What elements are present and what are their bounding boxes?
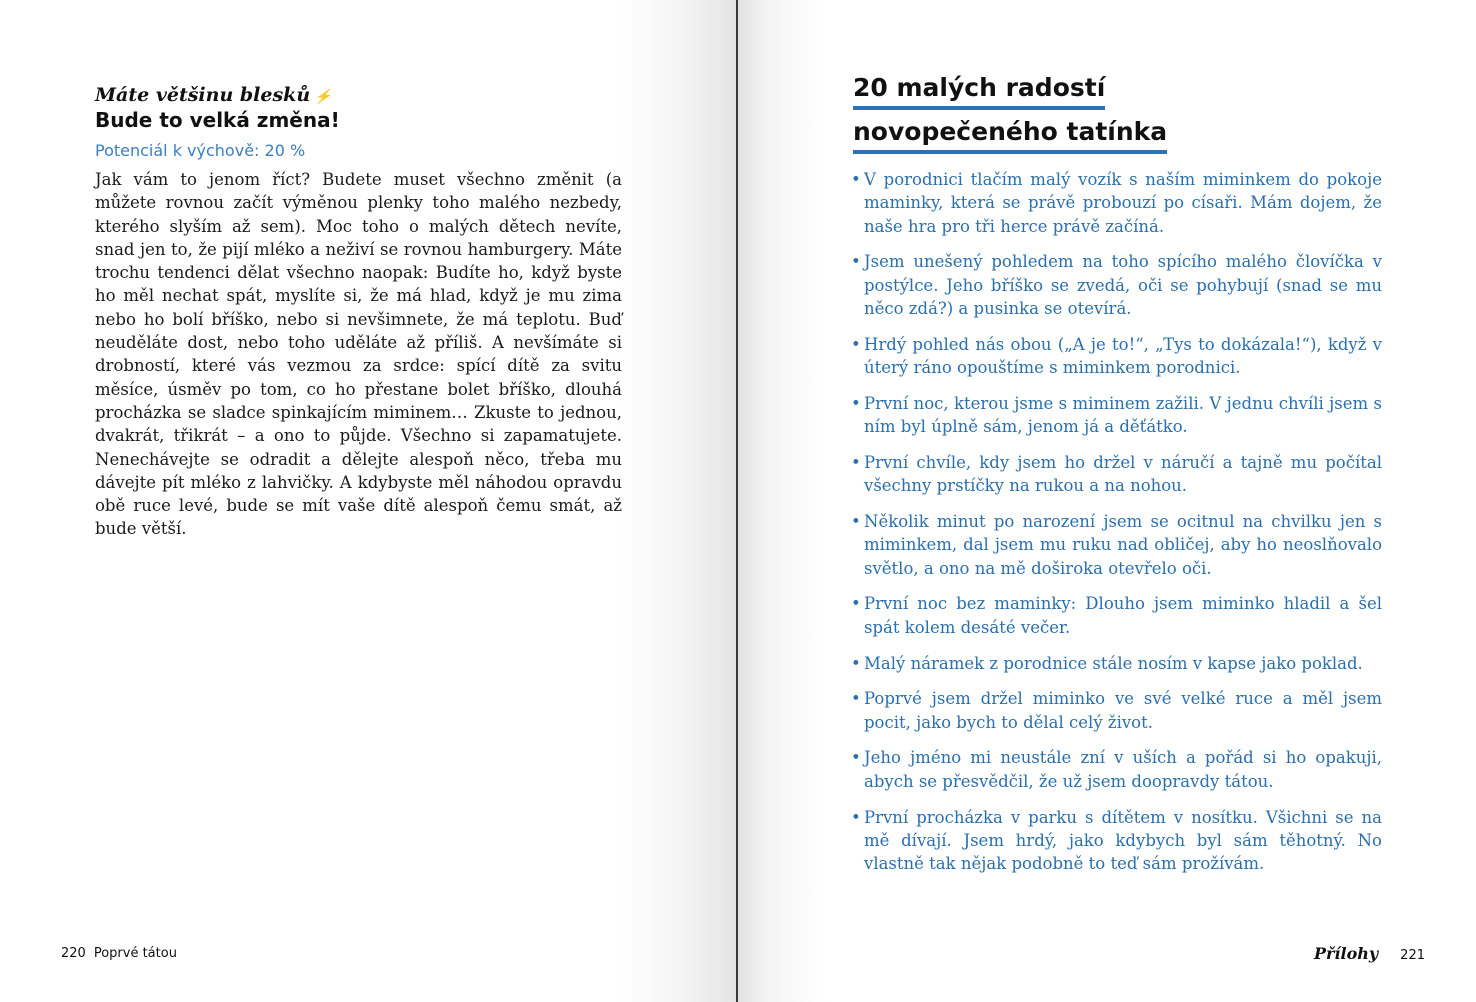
list-item-text: Malý náramek z porodnice stále nosím v kapse jako poklad. — [864, 653, 1363, 673]
section-kicker — [95, 84, 332, 106]
list-item-text: První procházka v parku s dítětem v nosítku. Všichni se na mě dívají. Jsem hrdý, jako kdybych byl sám těhotný. No vlastně tak nějak podobně to teď sám prožívám. — [864, 807, 1382, 874]
bullet: • — [851, 689, 861, 709]
list-item — [851, 746, 1382, 793]
list-item — [851, 806, 1382, 876]
running-title: Přílohy — [1313, 944, 1379, 963]
joys-list — [851, 168, 1382, 888]
list-item-text: Hrdý pohled nás obou („A je to!“, „Tys to dokázala!“), když v úterý ráno opouštíme s miminkem porodnici. — [864, 334, 1382, 378]
list-item — [851, 451, 1382, 498]
bullet: • — [851, 252, 861, 272]
bullet: • — [851, 334, 861, 354]
list-item — [851, 250, 1382, 320]
page-number: 221 — [1400, 948, 1425, 963]
left-folio — [61, 946, 177, 961]
list-item — [851, 168, 1382, 238]
title-line-2: novopečeného tatínka — [853, 116, 1167, 154]
list-item-text: Jsem unešený pohledem na toho spícího malého človíčka v postýlce. Jeho bříško se zvedá, oči se pohybují (snad se mu něco zdá?) a pusinka se otevírá. — [864, 252, 1382, 318]
bullet: • — [851, 452, 861, 472]
bullet: • — [851, 594, 861, 614]
list-item — [851, 510, 1382, 580]
list-item-text: První chvíle, kdy jsem ho držel v náručí a tajně mu počítal všechny prstíčky na rukou a na nohou. — [864, 452, 1382, 496]
list-item-text: V porodnici tlačím malý vozík s naším miminkem do pokoje maminky, která se právě probouzí po císaři. Mám dojem, že naše hra pro tři herce právě začíná. — [864, 170, 1382, 236]
section-subheading: Potenciál k výchově: 20 % — [95, 141, 306, 160]
list-item — [851, 592, 1382, 639]
list-item-text: Několik minut po narození jsem se ocitnul na chvilku jen s miminkem, dal jsem mu ruku nad obličej, aby ho neoslňovalo světlo, a ono na mě doširoka otevřelo oči. — [864, 512, 1382, 578]
bullet: • — [851, 512, 861, 532]
body-paragraph: Jak vám to jenom říct? Budete muset všechno změnit (a můžete rovnou začít výměnou plenky toho malého nezbedy, kterého slyším až sem). Moc toho o malých dětech nevíte, snad jen to, že pijí mléko a neživí se rovnou hamburgery. Máte trochu tendenci dělat všechno naopak: Budíte ho, když byste ho měl nechat spát, myslíte si, že má hlad, když je mu zima nebo ho bolí bříško, nebo si nevšimnete, že má teplotu. Buď neuděláte dost, nebo toho uděláte až příliš. A nevšímáte si drobností, které vás vezmou za srdce: spící dítě za svitu měsíce, úsměv po tom, co ho přestane bolet bříško, dlouhá procházka se sladce spinkajícím miminem… Zkuste to jednou, dvakrát, třikrát – a ono to půjde. Všechno si zapamatujete. Nenechávejte se odradit a dělejte alespoň něco, třeba mu dávejte pít mléko z lahvičky. A kdybyste měl náhodou opravdu obě ruce levé, bude se mít vaše dítě alespoň čemu smát, až bude větší. — [95, 170, 622, 539]
list-item — [851, 333, 1382, 380]
lightning-icon: ⚡ — [314, 89, 332, 105]
bullet: • — [851, 653, 861, 673]
page-number: 220 — [61, 946, 86, 961]
running-title: Poprvé tátou — [93, 946, 177, 961]
bullet: • — [851, 170, 861, 189]
list-item-text: První noc, kterou jsme s miminem zažili. V jednu chvíli jsem s ním byl úplně sám, jenom já a děťátko. — [864, 393, 1382, 437]
page-title — [853, 72, 1167, 154]
title-line-1: 20 malých radostí — [853, 72, 1105, 110]
section-heading: Bude to velká změna! — [95, 108, 340, 132]
bullet: • — [851, 807, 861, 827]
list-item — [851, 687, 1382, 734]
list-item-text: Jeho jméno mi neustále zní v uších a pořád si ho opakuji, abych se přesvědčil, že už jsem doopravdy tátou. — [864, 748, 1382, 791]
kicker-text: Máte většinu blesků — [95, 84, 311, 106]
bullet: • — [851, 393, 861, 413]
left-page — [0, 0, 737, 1002]
list-item — [851, 392, 1382, 439]
list-item-text: První noc bez maminky: Dlouho jsem miminko hladil a šel spát kolem desáté večer. — [864, 594, 1382, 637]
list-item — [851, 652, 1382, 675]
right-folio — [1314, 944, 1425, 963]
bullet: • — [851, 748, 861, 768]
list-item-text: Poprvé jsem držel miminko ve své velké ruce a měl jsem pocit, jako bych to dělal celý život. — [864, 689, 1382, 732]
